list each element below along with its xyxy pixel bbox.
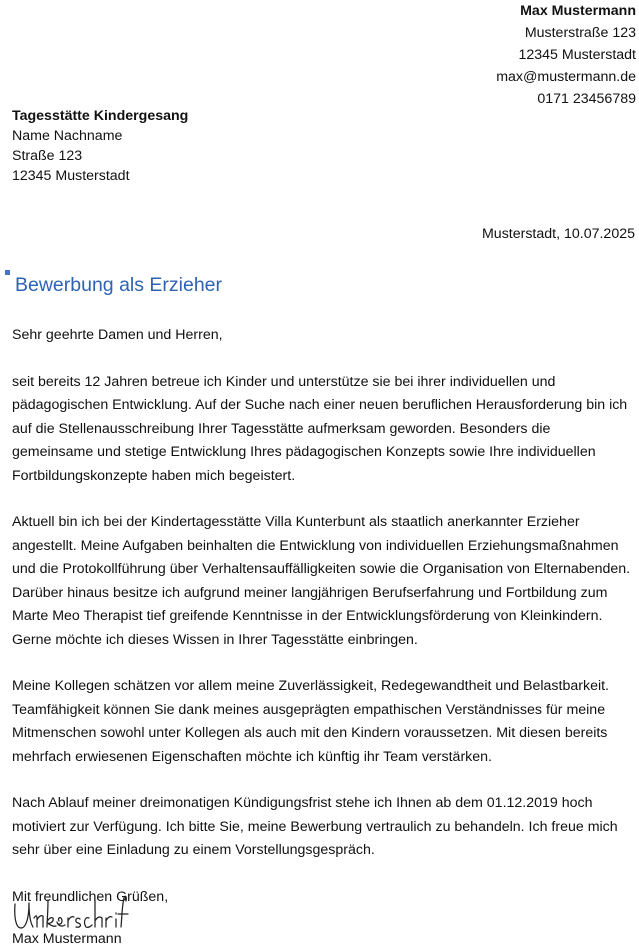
- recipient-city: 12345 Musterstadt: [12, 168, 130, 184]
- recipient-contact: Name Nachname: [12, 128, 123, 144]
- letter-body: [12, 324, 634, 932]
- sender-street: Musterstraße 123: [524, 25, 636, 41]
- body-paragraph-1: seit bereits 12 Jahren betreue ich Kinder und unterstütze sie bei ihrer individuellen und pädagogischen Entwicklung. Auf der Suche nach einer neuen beruflichen Herausforderung bin ich auf die Stellenausschreibung Ihrer Tagesstätte aufmerksam geworden. Besonders die gemeinsame und stetige Entwicklung Ihres pädagogischen Konzepts sowie Ihre individuellen Fortbildungskonzepte haben mich begeistert.: [12, 373, 628, 484]
- sender-block: [496, 0, 636, 110]
- subject-accent-marker: [5, 270, 10, 275]
- signer-name: Max Mustermann: [12, 931, 122, 947]
- body-paragraph-3: Meine Kollegen schätzen vor allem meine Zuverlässigkeit, Redegewandtheit und Belastbarkeit. Teamfähigkeit können Sie dank meines ausgeprägten empathischen Verständnisses für meine Mitmenschen sowohl unter Kollegen als auch mit den Kindern voraussetzen. Mit diesen bereits mehrfach erwiesenen Eigenschaften möchte ich künftig ihr Team verstärken.: [12, 678, 609, 765]
- closing: Mit freundlichen Grüßen,: [12, 888, 169, 905]
- recipient-block: [12, 106, 188, 186]
- sender-name: Max Mustermann: [520, 3, 636, 19]
- sender-phone: 0171 23456789: [537, 91, 636, 107]
- body-paragraph-2: Aktuell bin ich bei der Kindertagesstätte Villa Kunterbunt als staatlich anerkannter Erzieher angestellt. Meine Aufgaben beinhalten die Entwicklung von individuellen Erziehungsmaßnahmen und die Protokollführung über Verhaltensauffälligkeiten sowie die Organisation von Elternabenden. Darüber hinaus besitze ich aufgrund meiner langjährigen Berufserfahrung und Fortbildung zum Marte Meo Therapist tief greifende Kenntnisse in der Entwicklungsförderung von Kleinkindern. Gerne möchte ich dieses Wissen in Ihrer Tagesstätte einbringen.: [12, 514, 631, 648]
- body-paragraph-4: Nach Ablauf meiner dreimonatigen Kündigungsfrist stehe ich Ihnen ab dem 01.12.2019 hoch motiviert zur Verfügung. Ich bitte Sie, meine Bewerbung vertraulich zu behandeln. Ich freue mich sehr über eine Einladung zu einem Vorstellungsgespräch.: [12, 795, 618, 858]
- sender-city: 12345 Musterstadt: [518, 47, 636, 63]
- date-line: Musterstadt, 10.07.2025: [481, 226, 635, 242]
- subject-title: Bewerbung als Erzieher: [15, 274, 223, 296]
- salutation: Sehr geehrte Damen und Herren,: [12, 327, 223, 343]
- recipient-organization: Tagesstätte Kindergesang: [12, 108, 189, 124]
- sender-email: max@mustermann.de: [496, 69, 636, 85]
- recipient-street: Straße 123: [12, 148, 83, 164]
